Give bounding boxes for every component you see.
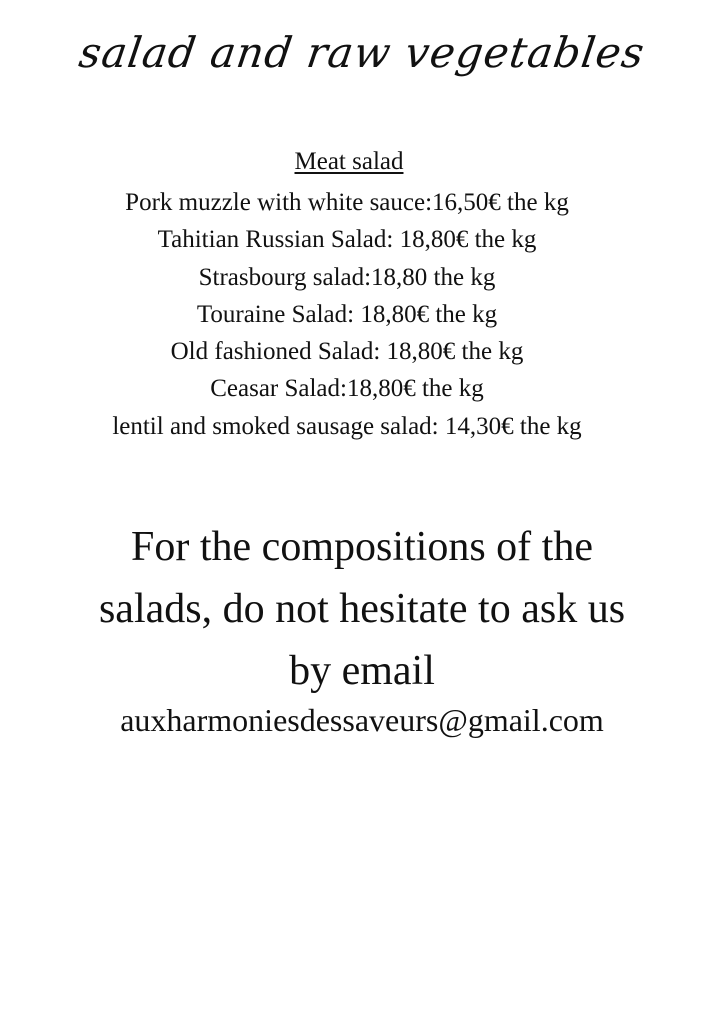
- note-line: salads, do not hesitate to ask us: [98, 586, 626, 632]
- list-item: Strasbourg salad:18,80 the kg: [198, 263, 496, 291]
- contact-email: auxharmoniesdessaveurs@gmail.com: [120, 702, 604, 738]
- list-item: Ceasar Salad:18,80€ the kg: [210, 375, 484, 403]
- note-line: by email: [289, 648, 435, 694]
- list-item: Old fashioned Salad: 18,80€ the kg: [170, 338, 524, 366]
- note-line: For the compositions of the: [131, 524, 593, 570]
- section-heading: [0, 148, 698, 176]
- salad-list: [0, 184, 694, 445]
- list-item: Tahitian Russian Salad: 18,80€ the kg: [157, 226, 537, 254]
- list-item: Touraine Salad: 18,80€ the kg: [196, 300, 498, 328]
- composition-note: [0, 516, 724, 702]
- list-item: Pork muzzle with white sauce:16,50€ the kg: [125, 189, 569, 216]
- page-title: salad and raw vegetables: [76, 28, 648, 77]
- list-item: lentil and smoked sausage salad: 14,30€ the kg: [112, 412, 582, 440]
- section-heading-text: Meat salad: [294, 148, 404, 175]
